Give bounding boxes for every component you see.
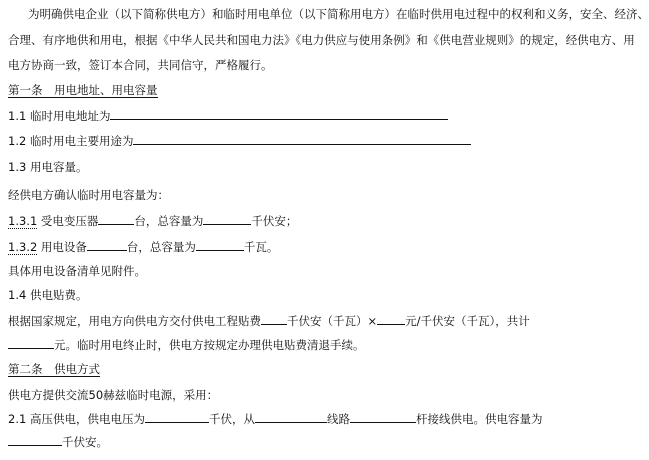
purpose-blank: [133, 133, 471, 145]
item-1-3-2: [8, 239, 554, 255]
item-1-3-1-text-b: 台，总容量为: [134, 214, 204, 228]
article-2-heading: [8, 361, 554, 377]
capacity-confirm: 经供电方确认临时用电容量为：: [8, 188, 169, 202]
hv-capacity-blank: [8, 434, 62, 446]
item-2-1-text-e: 千伏安。: [62, 435, 108, 449]
transformer-capacity-blank: [203, 213, 251, 225]
equipment-capacity-blank: [196, 239, 244, 251]
item-1-2-label: 1.2 临时用电主要用途为: [8, 134, 134, 148]
article-2-heading-text: 第二条 供电方式: [8, 362, 100, 376]
fee-line-2: [8, 337, 554, 353]
fee-rate-blank: [377, 313, 405, 325]
item-1-1-label: 1.1 临时用电地址为: [8, 109, 111, 123]
item-2-1-cont: [8, 434, 554, 450]
article-1-heading-text: 第一条 用电地址、用电容量: [8, 83, 158, 97]
hv-pole-blank: [350, 411, 416, 423]
fee-text-c: 元/千伏安（千瓦），共计: [405, 314, 530, 328]
item-2-1-text-c: 线路: [326, 412, 350, 426]
transformer-count-blank: [98, 213, 134, 225]
item-1-3-2-text-b: 台，总容量为: [126, 240, 196, 254]
equipment-attachment-note: 具体用电设备清单见附件。: [8, 264, 146, 278]
fee-line-1: [8, 313, 554, 329]
item-1-3-1-text-c: 千伏安；: [251, 214, 298, 228]
hv-voltage-blank: [145, 411, 209, 423]
fee-capacity-blank: [261, 313, 287, 325]
intro-line-2: 合理、有序地供和用电，根据《中华人民共和国电力法》《电力供应与使用条例》和《供电营业规则》的规定，经供电方、用: [8, 33, 635, 47]
fee-total-blank: [8, 337, 54, 349]
fee-text-d: 元。临时用电终止时，供电方按规定办理供电贴费清退手续。: [54, 338, 365, 352]
item-1-3-2-num: 1.3.2: [8, 240, 38, 254]
supply-method: 供电方提供交流50赫兹临时电源，采用：: [8, 388, 219, 402]
item-1-3: 1.3 用电容量。: [8, 160, 88, 174]
address-blank: [110, 108, 448, 120]
item-1-3-2-text-a: 用电设备: [37, 240, 87, 254]
item-1-4: 1.4 供电贴费。: [8, 288, 88, 302]
hv-line-blank: [255, 411, 327, 423]
item-2-1-text-d: 杆接线供电。供电容量为: [415, 412, 543, 426]
article-1-heading: [8, 82, 554, 98]
item-2-1-text-a: 2.1 高压供电，供电电压为: [8, 412, 145, 426]
item-2-1-text-b: 千伏，从: [208, 412, 255, 426]
item-1-2: [8, 133, 554, 149]
item-1-3-1-num: 1.3.1: [8, 214, 38, 228]
intro-line-1: 为明确供电企业（以下简称供电方）和临时用电单位（以下简称用电方）在临时供用电过程中的权利和义务，安全、经济、: [28, 7, 649, 21]
fee-text-b: 千伏安（千瓦）×: [287, 314, 378, 328]
fee-text-a: 根据国家规定，用电方向供电方交付供电工程贴费: [8, 314, 261, 328]
item-2-1: [8, 411, 554, 427]
item-1-3-2-text-c: 千瓦。: [243, 240, 279, 254]
equipment-count-blank: [87, 239, 127, 251]
intro-line-3: 电方协商一致，签订本合同，共同信守，严格履行。: [8, 58, 273, 72]
item-1-3-1-text-a: 受电变压器: [37, 214, 99, 228]
item-1-3-1: [8, 213, 554, 229]
item-1-1: [8, 108, 554, 124]
